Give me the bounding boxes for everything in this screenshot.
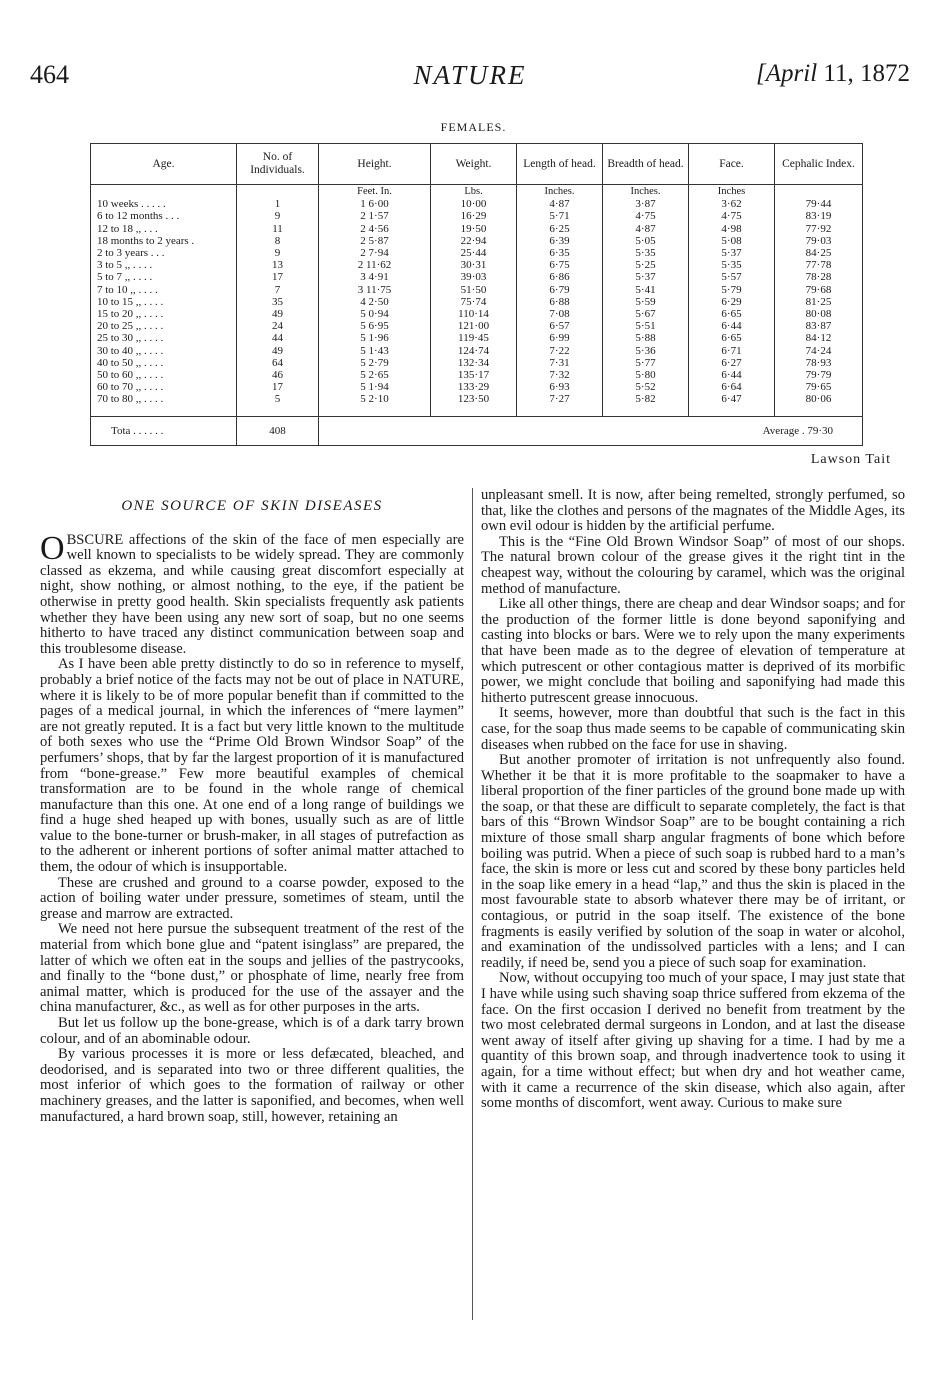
- table-row: [91, 296, 863, 308]
- table-cell: 6 to 12 months . . .: [91, 210, 237, 222]
- paragraph-text: BSCURE affections of the skin of the face of men especially are well known to specialists to be widely spread. They are commonly classed as ekzema, and while causing great discomfort especially at night, show nothing, or almost nothing, to the eye, if the patient be otherwise in pretty good health. Skin specialists frequently ask patients whether they have been using any new sort of soap, but no one seems hitherto to have traced any distinct communication between soap and this troublesome disease.: [40, 531, 464, 657]
- table-row: [91, 357, 863, 369]
- table-cell: 5·35: [603, 247, 689, 259]
- table-cell: 79·65: [775, 381, 863, 393]
- table-row: [91, 235, 863, 247]
- table-cell: 132·34: [431, 357, 517, 369]
- paragraph: Like all other things, there are cheap and dear Windsor soaps; and for the production of the former little is done beyond saponifying and casting into blocks or bars. Were we to rely upon the many experiments that have been made as to the degree of elevation of temperature at which putrescent or other contagious matter is deprived of its morbific power, we might conclude that boiling and saponifying had made this hitherto putrescent grease innocuous.: [481, 596, 905, 706]
- table-cell: 6·35: [517, 247, 603, 259]
- table-row: [91, 381, 863, 393]
- table-cell: 5·37: [689, 247, 775, 259]
- table-cell: 4·75: [689, 210, 775, 222]
- column-header: Length of head.: [517, 144, 603, 185]
- table-cell: 5 2·10: [319, 393, 431, 416]
- date-year: 1872: [860, 60, 910, 87]
- table-cell: 79·79: [775, 369, 863, 381]
- table-cell: 5 1·43: [319, 345, 431, 357]
- table-cell: 35: [237, 296, 319, 308]
- table-cell: 5·79: [689, 284, 775, 296]
- page-header: [30, 60, 910, 96]
- table-cell: 84·25: [775, 247, 863, 259]
- paragraph: But another promoter of irritation is not unfrequently also found. Whether it be that it is more profitable to the soapmaker to have a liberal proportion of the finer particles of the ground bone made up with the soap, or that these are difficult to separate completely, the fact is that bars of this “Brown Windsor Soap” are to be bought containing a rich mixture of those small sharp angular fragments of bone which before boiling was putrid. When a piece of such soap is rubbed hard to a man’s face, the skin is more or less cut and scored by these bony particles held in the soap like emery in a head “lap,” and thus the skin is placed in the most favourable state to absorb whatever there may be of irritant, or contagious, or putrid in the soap itself. The existence of the bone fragments is easily verified by solution of the soap in water or alcohol, and examination of the undissolved particles with a lens; and I can readily, if need be, send you a piece of such soap for examination.: [481, 752, 905, 971]
- table-cell: 80·08: [775, 308, 863, 320]
- table-cell: 6·93: [517, 381, 603, 393]
- table-row: [91, 393, 863, 416]
- table-cell: 6·79: [517, 284, 603, 296]
- table-cell: 7·32: [517, 369, 603, 381]
- table-cell: 5·88: [603, 332, 689, 344]
- table-row: [91, 284, 863, 296]
- table-cell: 5 0·94: [319, 308, 431, 320]
- table-cell: 5 6·95: [319, 320, 431, 332]
- table-cell: 3 11·75: [319, 284, 431, 296]
- table-cell: 4·87: [517, 198, 603, 210]
- table-cell: 2 7·94: [319, 247, 431, 259]
- table-cell: 25 to 30 ,, . . . .: [91, 332, 237, 344]
- table-cell: 2 to 3 years . . .: [91, 247, 237, 259]
- paragraph: But let us follow up the bone-grease, which is of a dark tarry brown colour, and of an abominable odour.: [40, 1015, 464, 1047]
- table-cell: 5·08: [689, 235, 775, 247]
- table-cell: 5·59: [603, 296, 689, 308]
- table-cell: 1 6·00: [319, 198, 431, 210]
- table-cell: 9: [237, 210, 319, 222]
- column-header: Height.: [319, 144, 431, 185]
- table-cell: 51·50: [431, 284, 517, 296]
- page-number: 464: [30, 60, 69, 89]
- table-cell: 13: [237, 259, 319, 271]
- table-cell: 79·68: [775, 284, 863, 296]
- table-cell: 79·03: [775, 235, 863, 247]
- date-day: 11,: [823, 60, 854, 87]
- table-cell: 24: [237, 320, 319, 332]
- table-cell: 39·03: [431, 271, 517, 283]
- table-cell: 78·93: [775, 357, 863, 369]
- table-cell: 5 2·79: [319, 357, 431, 369]
- paragraph: By various processes it is more or less defæcated, bleached, and deodorised, and is separated into two or three different qualities, the most inferior of which goes to the formation of railway or other machinery greases, and the latter is saponified, and becomes, when well manufactured, a hard brown soap, still, however, retaining an: [40, 1046, 464, 1125]
- table-cell: 123·50: [431, 393, 517, 416]
- unit-cell: Lbs.: [431, 185, 517, 199]
- table-cell: 6·65: [689, 332, 775, 344]
- table-cell: 7·27: [517, 393, 603, 416]
- table-row: [91, 369, 863, 381]
- article-column-right: [481, 488, 905, 1112]
- table-cell: 5: [237, 393, 319, 416]
- total-label: Tota . . . . . .: [91, 416, 237, 445]
- paragraph: Now, without occupying too much of your space, I may just state that I have while using such shaving soap thrice suffered from ekzema of the face. On the first occasion I derived no benefit from treatment by the two most celebrated dermal surgeons in London, and at last the disease went away of itself after giving up shaving for a time. I had by me a quantity of this brown soap, and through inadvertence took to using it again, for a time without effect; but when dry and hot weather came, with it came a recurrence of the skin disease, which also again, after some months of discomfort, went away. Curious to make sure: [481, 970, 905, 1112]
- table-cell: 25·44: [431, 247, 517, 259]
- table-cell: 3·62: [689, 198, 775, 210]
- table-cell: 7 to 10 ,, . . . .: [91, 284, 237, 296]
- table-cell: 64: [237, 357, 319, 369]
- table-cell: 40 to 50 ,, . . . .: [91, 357, 237, 369]
- table-cell: 3 4·91: [319, 271, 431, 283]
- column-header: Face.: [689, 144, 775, 185]
- column-header: Age.: [91, 144, 237, 185]
- paragraph: unpleasant smell. It is now, after being remelted, strongly perfumed, so that, like the clothes and persons of the magnates of the Middle Ages, its own evil odour is hidden by the artificial perfume.: [481, 487, 905, 535]
- paragraph: It seems, however, more than doubtful that such is the fact in this case, for the soap thus made seems to be capable of communicating skin diseases when rubbed on the face for use in shaving.: [481, 705, 905, 753]
- table-cell: 135·17: [431, 369, 517, 381]
- table-row: [91, 247, 863, 259]
- table-cell: 79·44: [775, 198, 863, 210]
- column-header: Weight.: [431, 144, 517, 185]
- table-cell: 3 to 5 ,, . . . .: [91, 259, 237, 271]
- table-cell: 49: [237, 345, 319, 357]
- table-row: [91, 198, 863, 210]
- table-cell: 5·41: [603, 284, 689, 296]
- table-cell: 5·67: [603, 308, 689, 320]
- unit-cell: [237, 185, 319, 199]
- average-cell: [319, 416, 863, 445]
- table-cell: 83·19: [775, 210, 863, 222]
- table-cell: 49: [237, 308, 319, 320]
- table-cell: 7·31: [517, 357, 603, 369]
- table-cell: 78·28: [775, 271, 863, 283]
- table-cell: 4·87: [603, 223, 689, 235]
- journal-title: NATURE: [413, 60, 527, 90]
- table-cell: 80·06: [775, 393, 863, 416]
- total-value: 408: [237, 416, 319, 445]
- table-cell: 10 to 15 ,, . . . .: [91, 296, 237, 308]
- table-cell: 5·57: [689, 271, 775, 283]
- table-row: [91, 210, 863, 222]
- table-cell: 15 to 20 ,, . . . .: [91, 308, 237, 320]
- table-cell: 119·45: [431, 332, 517, 344]
- unit-cell: Inches.: [603, 185, 689, 199]
- table-row: [91, 345, 863, 357]
- table-cell: 70 to 80 ,, . . . .: [91, 393, 237, 416]
- table-cell: 8: [237, 235, 319, 247]
- table-cell: 5 1·96: [319, 332, 431, 344]
- females-table: [90, 143, 863, 446]
- paragraph: As I have been able pretty distinctly to do so in reference to myself, probably a brief notice of the facts may not be out of place in NATURE, where it is likely to be of more popular benefit than if committed to the pages of a medical journal, in which the inferences of “mere laymen” are not greatly reputed. It is a fact but very little known to the multitude of both sexes who use the “Prime Old Brown Windsor Soap” of the perfumers’ shops, that by far the largest proportion of it is manufactured from “bone-grease.” Few more beautiful examples of chemical transformation are to be found in the whole range of chemical manufacture than this one. At one end of a long range of buildings we find a huge shed heaped up with bones, usually such as are of little value to the bone-turner or brush-maker, in all stages of putrefaction as to the adherent or inherent portions of softer animal matter attached to them, the odour of which is insupportable.: [40, 656, 464, 876]
- table-cell: 1: [237, 198, 319, 210]
- date-prefix: [April: [756, 60, 818, 87]
- table-cell: 6·25: [517, 223, 603, 235]
- column-header: Cephalic Index.: [775, 144, 863, 185]
- table-row: [91, 332, 863, 344]
- article-title: ONE SOURCE OF SKIN DISEASES: [121, 498, 383, 514]
- table-cell: 46: [237, 369, 319, 381]
- unit-cell: Inches.: [517, 185, 603, 199]
- table-cell: 6·47: [689, 393, 775, 416]
- table-cell: 7·08: [517, 308, 603, 320]
- table-cell: 5·37: [603, 271, 689, 283]
- table-cell: 83·87: [775, 320, 863, 332]
- table-cell: 16·29: [431, 210, 517, 222]
- table-cell: 7·22: [517, 345, 603, 357]
- table-cell: 5·82: [603, 393, 689, 416]
- table-cell: 30 to 40 ,, . . . .: [91, 345, 237, 357]
- table-cell: 5·80: [603, 369, 689, 381]
- table-cell: 5·35: [689, 259, 775, 271]
- unit-cell: Feet. In.: [319, 185, 431, 199]
- table-cell: 5·36: [603, 345, 689, 357]
- table-cell: 20 to 25 ,, . . . .: [91, 320, 237, 332]
- table-cell: 6·88: [517, 296, 603, 308]
- unit-cell: Inches: [689, 185, 775, 199]
- column-header: No. of Individuals.: [237, 144, 319, 185]
- table-header-row: [91, 144, 863, 185]
- table-cell: 2 1·57: [319, 210, 431, 222]
- table-cell: 75·74: [431, 296, 517, 308]
- table-cell: 44: [237, 332, 319, 344]
- table-cell: 77·78: [775, 259, 863, 271]
- paragraph: We need not here pursue the subsequent treatment of the rest of the material from which bone glue and “patent isinglass” are prepared, the latter of which we often eat in the soups and jellies of the pastrycooks, and finally to the “bone dust,” or phosphate of lime, nearly free from animal matter, which is produced for the use of the assayer and the china manufacturer, &c., as well as for other purposes in the arts.: [40, 921, 464, 1016]
- table-cell: 3·87: [603, 198, 689, 210]
- issue-date: [756, 60, 910, 88]
- total-row: [91, 416, 863, 445]
- column-divider: [472, 488, 473, 1320]
- average-value: . 79·30: [801, 424, 833, 437]
- table-cell: 5·71: [517, 210, 603, 222]
- table-cell: 7: [237, 284, 319, 296]
- table-cell: 4·75: [603, 210, 689, 222]
- table-cell: 60 to 70 ,, . . . .: [91, 381, 237, 393]
- table-row: [91, 259, 863, 271]
- table-cell: 22·94: [431, 235, 517, 247]
- table-cell: 6·29: [689, 296, 775, 308]
- article-column-left: [40, 493, 464, 1125]
- table-cell: 4·98: [689, 223, 775, 235]
- table-cell: 77·92: [775, 223, 863, 235]
- table-cell: 6·44: [689, 320, 775, 332]
- table-cell: 124·74: [431, 345, 517, 357]
- table-cell: 6·71: [689, 345, 775, 357]
- table-cell: 50 to 60 ,, . . . .: [91, 369, 237, 381]
- table-cell: 6·86: [517, 271, 603, 283]
- table-row: [91, 320, 863, 332]
- table-cell: 5·25: [603, 259, 689, 271]
- table-cell: 6·39: [517, 235, 603, 247]
- table-cell: 2 4·56: [319, 223, 431, 235]
- table-cell: 12 to 18 ,, . . .: [91, 223, 237, 235]
- table-cell: 30·31: [431, 259, 517, 271]
- table-cell: 9: [237, 247, 319, 259]
- table-caption: FEMALES.: [440, 120, 507, 134]
- paragraph: This is the “Fine Old Brown Windsor Soap” of most of our shops. The natural brown colour of the grease gives it the right tint in the cheapest way, without the colouring by caramel, which was the original method of manufacture.: [481, 533, 905, 597]
- table-cell: 6·75: [517, 259, 603, 271]
- table-cell: 17: [237, 381, 319, 393]
- table-cell: 81·25: [775, 296, 863, 308]
- table-cell: 11: [237, 223, 319, 235]
- table-cell: 6·57: [517, 320, 603, 332]
- paragraph: These are crushed and ground to a coarse powder, exposed to the action of boiling water under pressure, sometimes of steam, until the grease and marrow are extracted.: [40, 874, 464, 922]
- table-cell: 74·24: [775, 345, 863, 357]
- table-cell: 19·50: [431, 223, 517, 235]
- paragraph: [40, 529, 464, 658]
- table-cell: 5 1·94: [319, 381, 431, 393]
- table-cell: 6·64: [689, 381, 775, 393]
- average-label: Average: [762, 424, 800, 437]
- table-cell: 6·65: [689, 308, 775, 320]
- table-cell: 84·12: [775, 332, 863, 344]
- table-cell: 6·27: [689, 357, 775, 369]
- table-cell: 110·14: [431, 308, 517, 320]
- table-cell: 17: [237, 271, 319, 283]
- table-cell: 5 to 7 ,, . . . .: [91, 271, 237, 283]
- table-cell: 5·51: [603, 320, 689, 332]
- table-cell: 4 2·50: [319, 296, 431, 308]
- table-cell: 5 2·65: [319, 369, 431, 381]
- table-cell: 2 5·87: [319, 235, 431, 247]
- unit-cell: [91, 185, 237, 199]
- table-cell: 5·05: [603, 235, 689, 247]
- units-row: [91, 185, 863, 199]
- table-cell: 10·00: [431, 198, 517, 210]
- table-cell: 121·00: [431, 320, 517, 332]
- table-cell: 18 months to 2 years .: [91, 235, 237, 247]
- table-cell: 6·99: [517, 332, 603, 344]
- table-cell: 5·77: [603, 357, 689, 369]
- column-header: Breadth of head.: [603, 144, 689, 185]
- table-row: [91, 271, 863, 283]
- table-cell: 10 weeks . . . . .: [91, 198, 237, 210]
- table-row: [91, 223, 863, 235]
- table-cell: 5·52: [603, 381, 689, 393]
- table-cell: 133·29: [431, 381, 517, 393]
- drop-cap: O: [40, 529, 65, 567]
- unit-cell: [775, 185, 863, 199]
- table-cell: 2 11·62: [319, 259, 431, 271]
- table-row: [91, 308, 863, 320]
- table-cell: 6·44: [689, 369, 775, 381]
- signature: Lawson Tait: [810, 452, 891, 467]
